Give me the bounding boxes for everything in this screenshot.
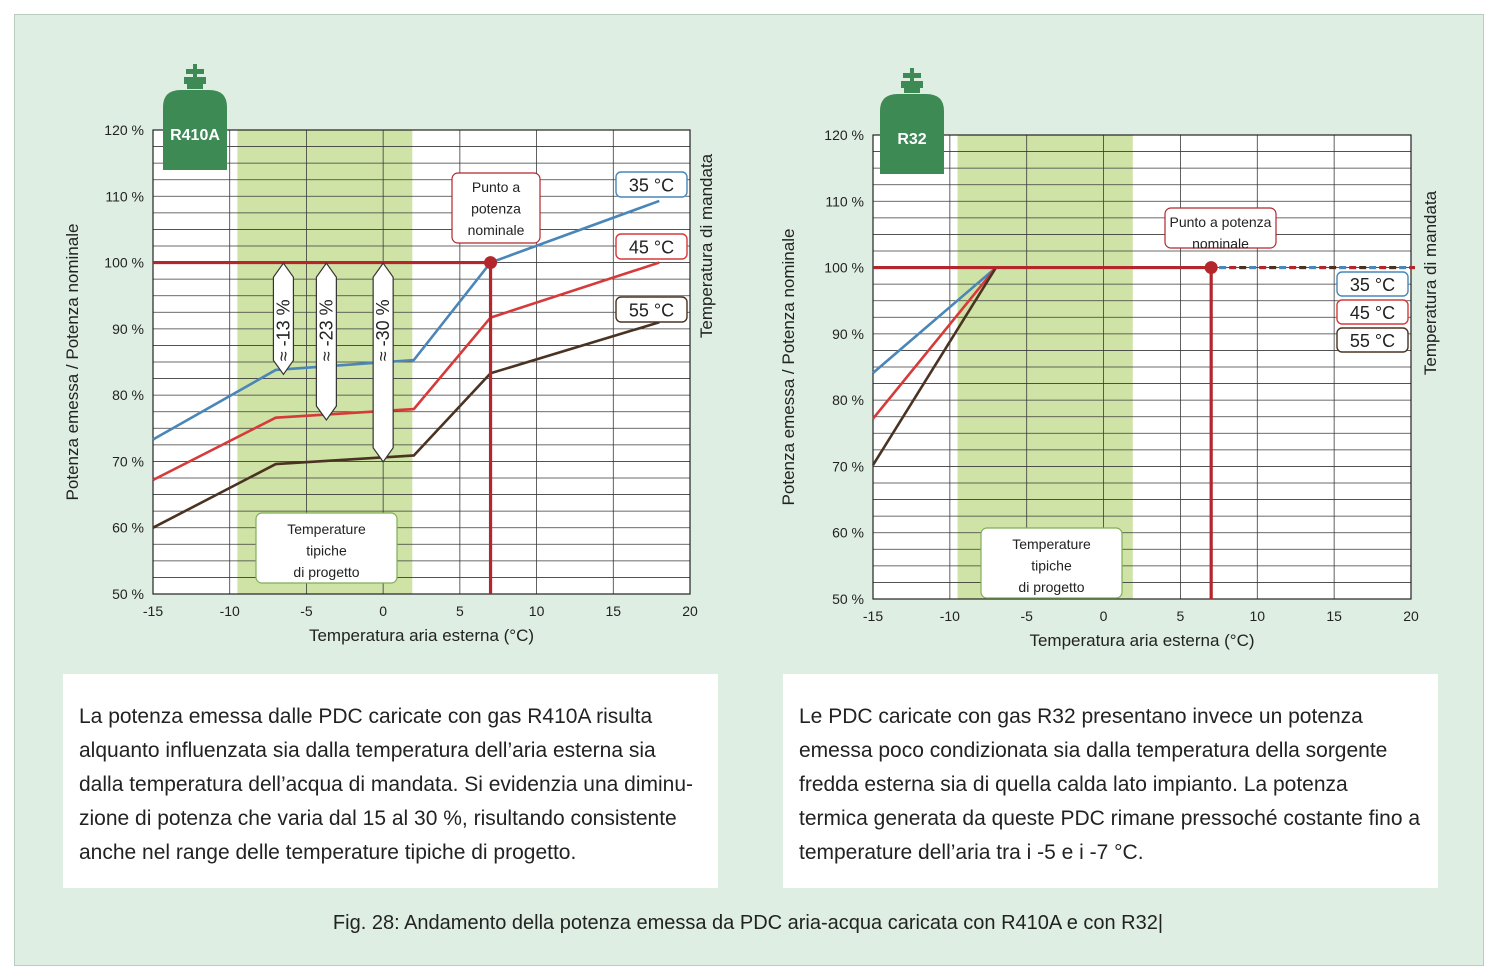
- y-tick-label: 120 %: [824, 127, 864, 143]
- design-band-label: di progetto: [293, 564, 360, 580]
- x-tick-label: 10: [528, 603, 545, 619]
- y-tick-label: 70 %: [832, 458, 864, 475]
- nominal-label: Punto a: [471, 179, 521, 195]
- y-tick-label: 90 %: [832, 325, 864, 342]
- x-tick-label: 10: [1249, 608, 1266, 624]
- gas-tank-icon: [880, 68, 944, 174]
- right-axis-label: Temperatura di mandata: [1421, 190, 1440, 376]
- design-band-label: Temperature: [1012, 536, 1091, 552]
- y-tick-label: 70 %: [112, 453, 144, 470]
- y-tick-label: 60 %: [112, 519, 144, 536]
- y-tick-label: 110 %: [105, 188, 144, 205]
- chart-r32: [746, 0, 1496, 680]
- tank-valve-handle: [186, 69, 204, 74]
- x-tick-label: -10: [219, 603, 240, 619]
- y-tick-label: 50 %: [832, 591, 864, 607]
- text-line: alquanto influenzata sia dalla temperatura dell’aria esterna sia: [79, 739, 656, 762]
- chart-r410a: [0, 0, 750, 680]
- legend-label: 35 °C: [628, 175, 675, 196]
- description-r410a: [63, 674, 718, 888]
- text-line: temperature dell’aria tra i -5 e i -7 °C.: [799, 841, 1144, 864]
- tank-valve-handle: [903, 73, 921, 78]
- y-tick-label: 110 %: [825, 193, 864, 210]
- y-tick-label: 80 %: [112, 387, 144, 404]
- x-tick-label: 20: [1403, 608, 1419, 624]
- nominal-label: Punto a potenza: [1169, 214, 1272, 230]
- x-tick-label: 5: [455, 603, 464, 619]
- text-line: fredda esterna sia di quella calda lato impianto. La potenza: [799, 773, 1348, 796]
- legend-label: 45 °C: [1349, 303, 1396, 323]
- x-axis-label: Temperatura aria esterna (°C): [1029, 631, 1255, 650]
- y-tick-label: 80 %: [832, 392, 864, 409]
- tank-valve-body: [901, 81, 923, 88]
- tank-neck: [904, 88, 920, 93]
- legend-label: 35 °C: [1349, 275, 1396, 295]
- nominal-point-marker: [484, 256, 497, 269]
- nominal-label: potenza: [471, 200, 521, 217]
- y-tick-label: 50 %: [112, 586, 144, 602]
- y-tick-label: 100 %: [104, 254, 144, 271]
- text-line: emessa poco condizionata sia dalla temperatura della sorgente: [799, 739, 1388, 762]
- reduction-label: ≈ -13 %: [273, 299, 294, 362]
- figure-caption: Fig. 28: Andamento della potenza emessa da PDC aria-acqua caricata con R410A e con R32|: [332, 912, 1164, 934]
- right-axis-label: Temperatura di mandata: [697, 153, 716, 339]
- design-band-label: di progetto: [1018, 579, 1085, 595]
- nominal-label: nominale: [467, 222, 525, 238]
- y-tick-label: 100 %: [824, 259, 864, 276]
- x-tick-label: 15: [1326, 608, 1342, 624]
- legend-label: 55 °C: [1349, 331, 1396, 351]
- y-axis-label: Potenza emessa / Potenza nominale: [779, 228, 798, 506]
- x-tick-label: -10: [939, 608, 960, 624]
- reduction-label: ≈ -30 %: [373, 299, 394, 362]
- x-tick-label: 0: [379, 603, 388, 619]
- tank-label: R32: [897, 131, 927, 148]
- y-axis-label: Potenza emessa / Potenza nominale: [63, 223, 82, 501]
- y-tick-label: 120 %: [104, 122, 144, 138]
- legend-label: 45 °C: [628, 237, 675, 258]
- x-tick-label: -5: [300, 603, 313, 619]
- nominal-point-marker: [1205, 261, 1218, 274]
- design-band-label: Temperature: [287, 521, 366, 537]
- reduction-label: ≈ -23 %: [316, 299, 337, 362]
- text-line: dalla temperatura dell’acqua di mandata. Si evidenzia una diminu-: [79, 773, 694, 796]
- gas-tank-icon: [163, 64, 227, 170]
- legend-label: 55 °C: [628, 300, 675, 321]
- nominal-label: nominale: [1192, 235, 1249, 252]
- y-tick-label: 90 %: [112, 320, 144, 337]
- text-line: Le PDC caricate con gas R32 presentano invece un potenza: [799, 705, 1363, 728]
- x-tick-label: 15: [605, 603, 622, 619]
- text-line: termica generata da queste PDC rimane pressoché costante fino a: [799, 807, 1421, 830]
- x-tick-label: 20: [682, 603, 698, 619]
- x-tick-label: -5: [1020, 608, 1033, 624]
- tank-valve-body: [184, 77, 206, 84]
- x-tick-label: 5: [1176, 608, 1185, 624]
- x-axis-label: Temperatura aria esterna (°C): [308, 626, 535, 645]
- tank-label: R410A: [170, 127, 220, 144]
- x-tick-label: 0: [1099, 608, 1108, 624]
- design-band-label: tipiche: [306, 542, 347, 559]
- y-tick-label: 60 %: [832, 524, 864, 541]
- tank-neck: [187, 84, 203, 89]
- reduction-arrow: [373, 263, 393, 462]
- text-line: anche nel range delle temperature tipiche di progetto.: [79, 841, 577, 864]
- x-tick-label: -15: [142, 603, 164, 619]
- x-tick-label: -15: [862, 608, 884, 624]
- design-band-label: tipiche: [1031, 557, 1072, 574]
- text-line: zione di potenza che varia dal 15 al 30 %, risultando consistente: [79, 807, 677, 830]
- description-r32: [783, 674, 1438, 888]
- text-line: La potenza emessa dalle PDC caricate con gas R410A risulta: [79, 705, 653, 728]
